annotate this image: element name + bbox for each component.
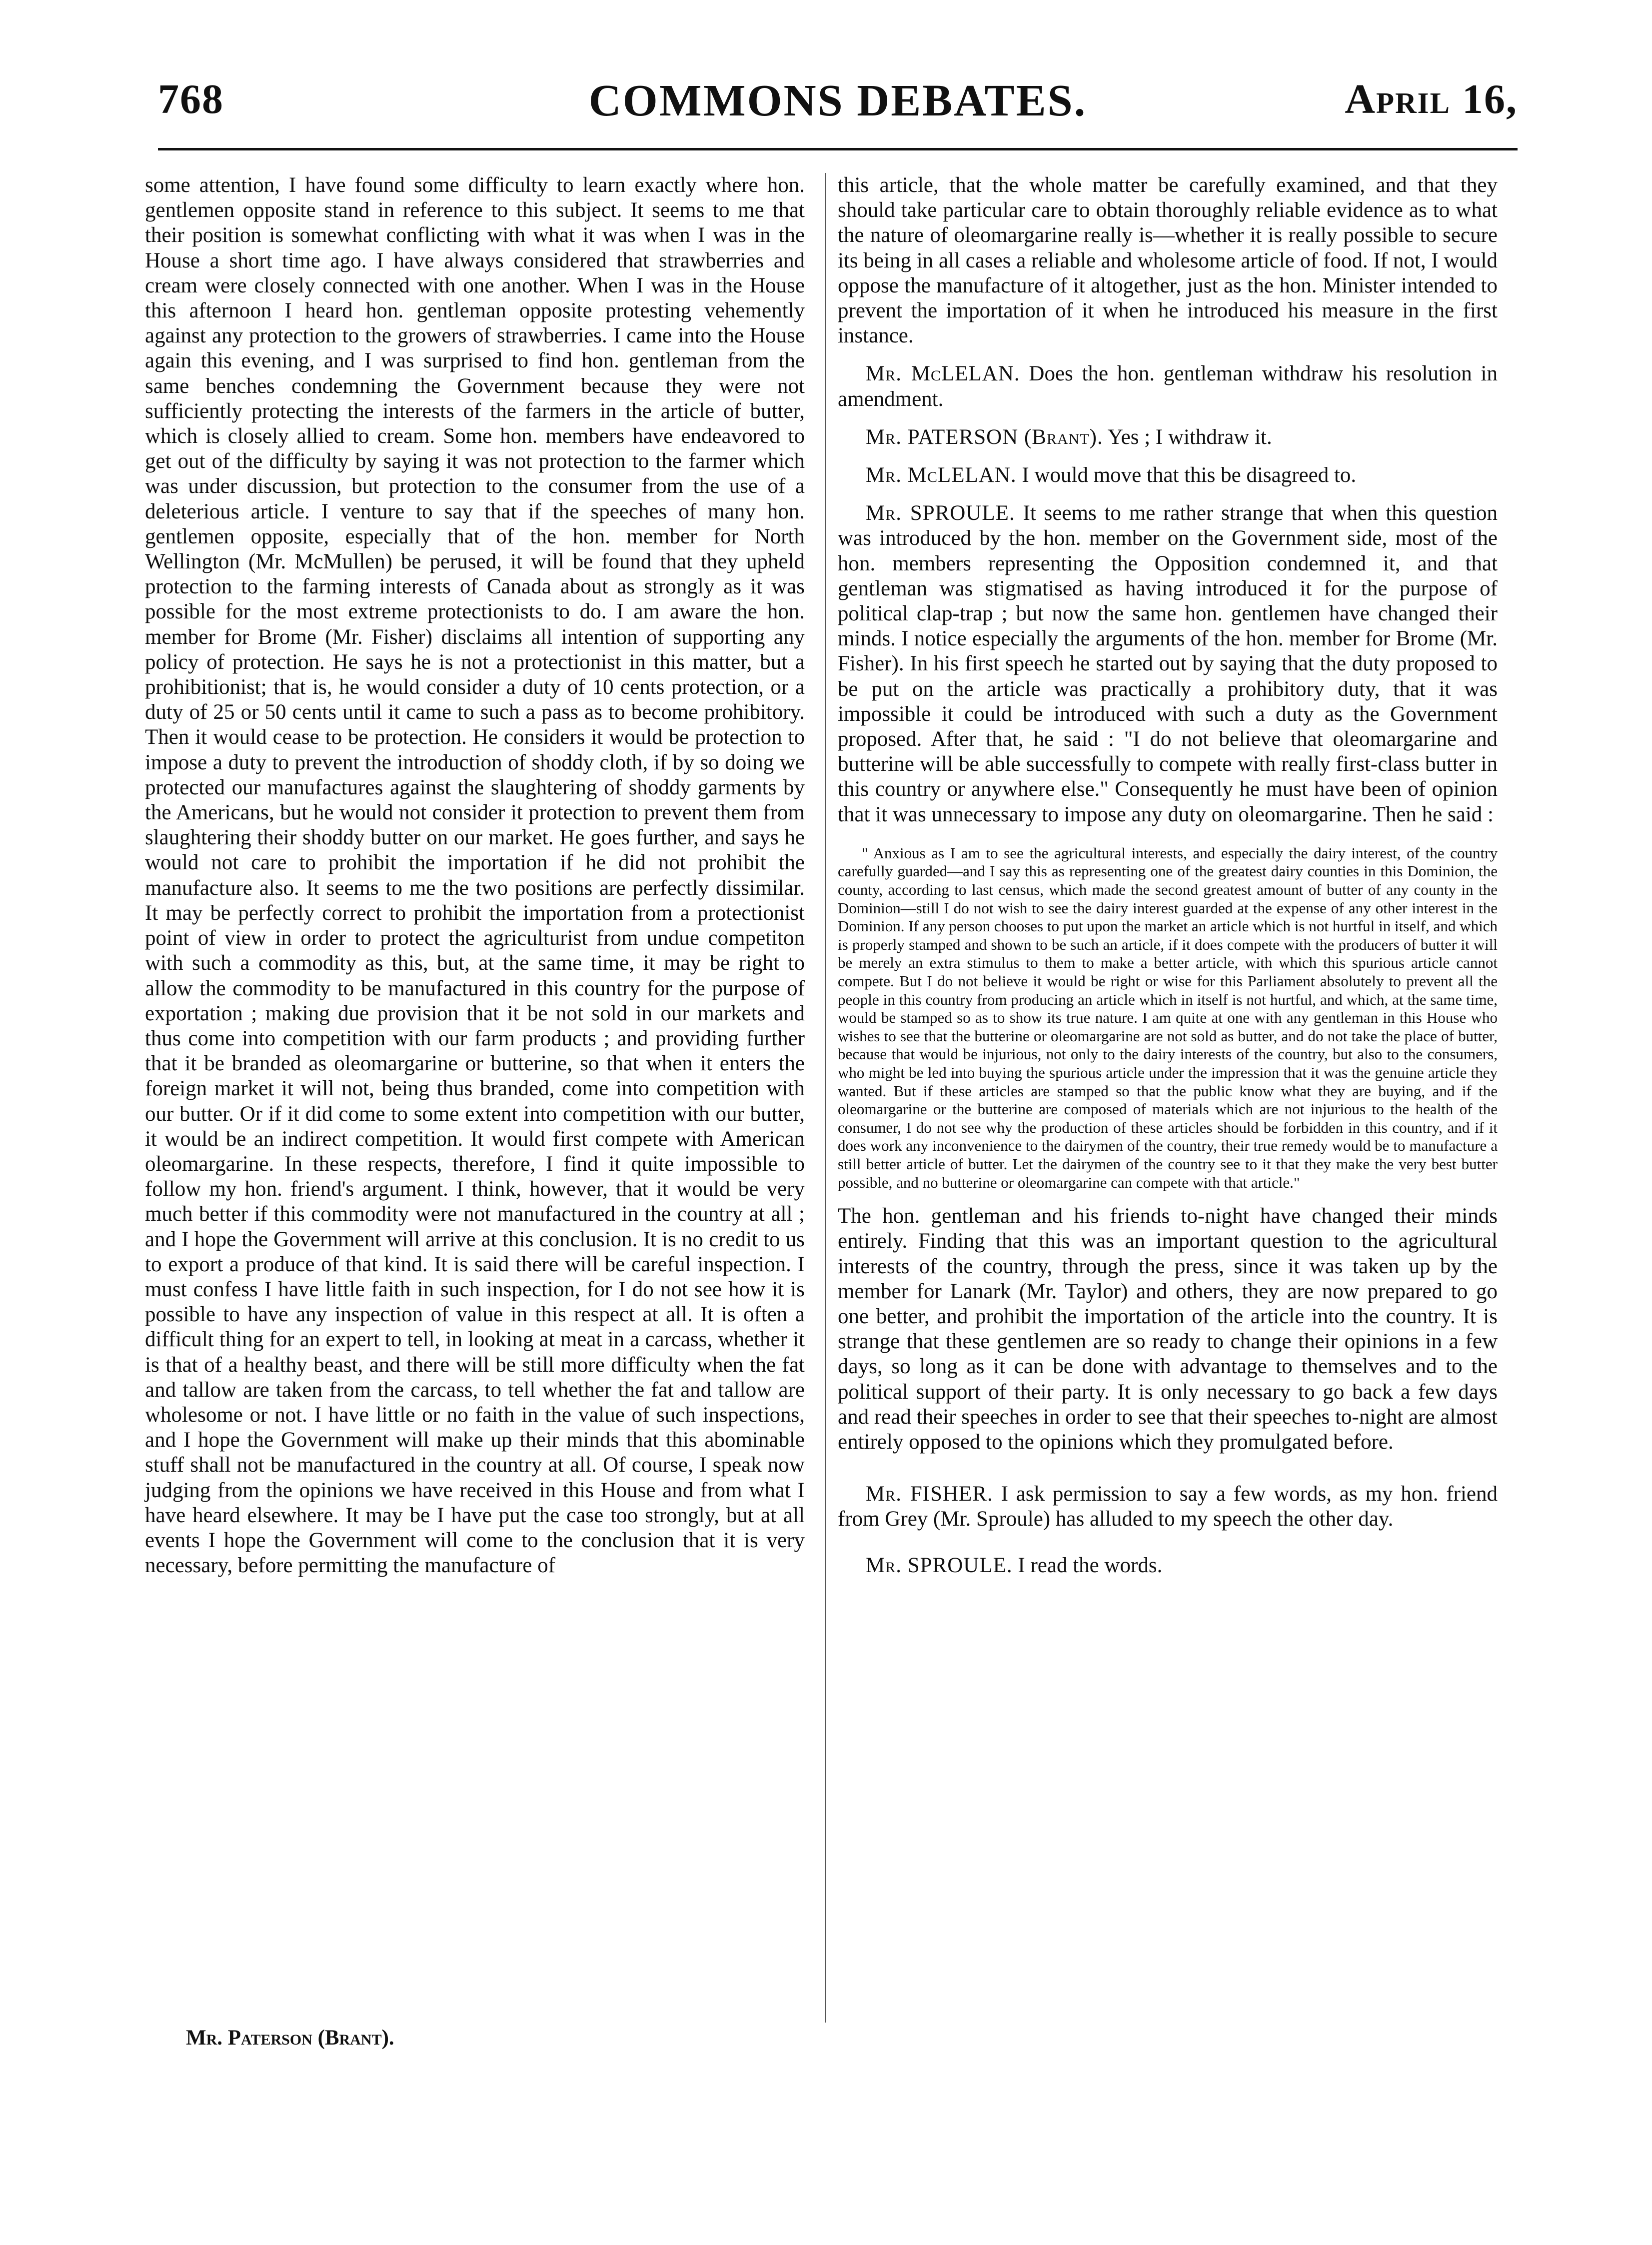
running-title: COMMONS DEBATES.	[588, 76, 1087, 125]
speech-sproule-1	[838, 501, 1498, 827]
speech-sproule-2	[838, 1553, 1498, 1578]
column-divider	[825, 173, 826, 2023]
speech-text: I read the words.	[1018, 1553, 1163, 1577]
block-quote: " Anxious as I am to see the agricultural interests, and especially the dairy interest, of the country carefully guarded—and I say this as representing one of the greatest dairy counties in this Dominion, the county, according to last census, which made the second greatest amount of butter of any county in the Dominion—still I do not wish to see the dairy interest guarded at the expense of any other interest in the Dominion. If any person chooses to put upon the market an article which is not hurtful in itself, and which is properly stamped and shown to be such an article, if it does compete with the producers of butter it will be merely an extra stimulus to them to make a better article, with which this spurious article cannot compete. But I do not believe it would be right or wise for this Parliament absolutely to prevent all the people in this country from producing an article which in itself is not hurtful, and which, at the same time, would be stamped so as to show its true nature. I am quite at one with any gentleman in this House who wishes to see that the butterine or oleomargarine are not sold as butter, and do not take the place of butter, because that would be injurious, not only to the dairy interests of the country, but also to the consumers, who might be led into buying the spurious article under the impression that it was the genuine article they wanted. But if these articles are stamped so that the public know what they are buying, and if the oleomargarine or the butterine are composed of materials which are not injurious to the health of the consumer, I do not see why the production of these articles should be forbidden in this country, and if it does work any inconvenience to the dairymen of the country, their true remedy would be to manufacture a still better article of butter. Let the dairymen of the country see to it that they make the very best butter possible, and no butterine or oleomargarine can compete with that article."	[838, 844, 1498, 1191]
speech-text: I ask permission to say a few words, as my hon. friend from Grey (Mr. Sproule) has alluded to my speech the other day.	[838, 1482, 1498, 1531]
speaker-name: Mr. FISHER.	[866, 1482, 993, 1506]
speaker-name: Mr. SPROULE.	[866, 1553, 1013, 1577]
footer-speaker-name: Mr. Paterson (Brant).	[186, 2026, 394, 2050]
speech-text: Yes ; I withdraw it.	[1107, 425, 1272, 449]
left-paragraph: some attention, I have found some difficulty to learn exactly where hon. gentlemen opposite stand in reference to this subject. It seems to me that their position is somewhat conflicting with what it was when I was in the House a short time ago. I have always considered that strawberries and cream were closely connected with one another. When I was in the House this afternoon I heard hon. gentleman opposite protesting vehemently against any protection to the growers of strawberries. I came into the House again this evening, and I was surprised to find hon. gentleman from the same benches condemning the Government because they were not sufficiently protecting the interests of the farmers in the article of butter, which is closely allied to cream. Some hon. members have endeavored to get out of the difficulty by saying it was not protection to the farmer which was under discussion, but protection to the consumer from the use of a deleterious article. I venture to say that if the speeches of many hon. gentlemen opposite, especially that of the hon. member for North Wellington (Mr. McMullen) be perused, it will be found that they upheld protection to the farming interests of Canada about as strongly as it was possible for the most extreme protectionists to do. I am aware the hon. member for Brome (Mr. Fisher) disclaims all intention of supporting any policy of protection. He says he is not a protectionist in this matter, but a prohibitionist; that is, he would consider a duty of 10 cents protection, or a duty of 25 or 50 cents until it came to such a pass as to become prohibitory. Then it would cease to be protection. He considers it would be protection to impose a duty to prevent the introduction of shoddy cloth, if by so doing we protected our manufactures against the slaughtering of shoddy garments by the Americans, but he would not consider it protection to prevent them from slaughtering their shoddy butter on our market. He goes further, and says he would not care to prohibit the importation if he did not prohibit the manufacture also. It seems to me the two positions are perfectly dissimilar. It may be perfectly correct to prohibit the importation from a protectionist point of view in order to protect the agriculturist from undue competiton with such a commodity as this, but, at the same time, it may be right to allow the commodity to be manufactured in this country for the purpose of exportation ; making due provision that it be not sold in our markets and thus come into competition with our farm products ; and providing further that it be branded as oleomargarine or butterine, so that when it enters the foreign market it will not, being thus branded, come into competition with our butter. Or if it did come to some extent into competition with our butter, it would be an indirect competition. It would first compete with American oleomargarine. In these respects, therefore, I find it quite impossible to follow my hon. friend's argument. I think, however, that it would be very much better if this commodity were not manufactured in the country at all ; and I hope the Government will arrive at this conclusion. It is no credit to us to export a produce of that kind. It is said there will be careful inspection. I must confess I have little faith in such inspection, for I do not see how it is possible to have any inspection of value in this respect at all. It is often a difficult thing for an expert to tell, in looking at meat in a carcass, whether it is that of a healthy beast, and there will be still more difficulty when the fat and tallow are taken from the carcass, to tell whether the fat and tallow are wholesome or not. I have little or no faith in the value of such inspections, and I hope the Government will make up their minds that this abominable stuff shall not be manufactured in the country at all. Of course, I speak now judging from the opinions we have received in this House and from what I have heard elsewhere. It may be I have put the case too strongly, but at all events I hope the Government will come to the conclusion that it is very necessary, before permitting the manufacture of	[145, 173, 805, 1578]
speech-paterson	[838, 425, 1498, 450]
speaker-name: Mr. SPROULE.	[866, 501, 1015, 525]
speech-text: Does the hon. gentleman withdraw his resolution in amendment.	[838, 362, 1498, 411]
speaker-name: Mr. McLELAN.	[866, 463, 1017, 487]
left-column	[145, 173, 805, 1578]
speech-fisher	[838, 1482, 1498, 1532]
speech-text: It seems to me rather strange that when this question was introduced by the hon. member on the Government side, most of the hon. members representing the Opposition condemned it, and that gentleman was stigmatised as having introduced it for the purpose of political clap-trap ; but now the same hon. gentlemen have changed their minds. I notice especially the arguments of the hon. member for Brome (Mr. Fisher). In his first speech he started out by saying that the duty proposed to be put on the article was practically a prohibitory duty, that it was impossible it could be introduced with such a duty as the Government proposed. After that, he said : "I do not believe that oleomargarine and butterine will be able successfully to compete with really first-class butter in this country or anywhere else." Consequently he must have been of opinion that it was unnecessary to impose any duty on oleomargarine. Then he said :	[838, 501, 1498, 826]
speech-text: I would move that this be disagreed to.	[1022, 463, 1357, 487]
speaker-name: Mr. McLELAN.	[866, 362, 1020, 386]
header-date: April 16,	[1345, 76, 1518, 122]
header-rule	[158, 148, 1518, 150]
speaker-name: Mr. PATERSON (Brant).	[866, 425, 1103, 449]
right-column	[838, 173, 1498, 1578]
page-footer-speaker	[186, 2026, 394, 2050]
paragraph-sproule-continued: The hon. gentleman and his friends to-night have changed their minds entirely. Finding that this was an important question to the agricultural interests of the country, through the press, since it was taken up by the member for Lanark (Mr. Taylor) and others, they are now prepared to go one better, and prohibit the importation of the article into the country. It is strange that these gentlemen are so ready to change their opinions in a few days, so long as it can be done with advantage to themselves and to the political support of their party. It is only necessary to go back a few days and read their speeches in order to see that their speeches to-night are almost entirely opposed to the opinions which they promulgated before.	[838, 1204, 1498, 1454]
page-header	[158, 75, 1518, 140]
speech-mclelan-1	[838, 361, 1498, 411]
page-number: 768	[158, 76, 224, 122]
speech-mclelan-2	[838, 463, 1498, 488]
paragraph-continuation: this article, that the whole matter be carefully examined, and that they should take particular care to obtain thoroughly reliable evidence as to what the nature of oleomargarine really is—whether it is really possible to secure its being in all cases a reliable and wholesome article of food. If not, I would oppose the manufacture of it altogether, just as the hon. Minister intended to prevent the importation of it when he introduced his measure in the first instance.	[838, 173, 1498, 348]
